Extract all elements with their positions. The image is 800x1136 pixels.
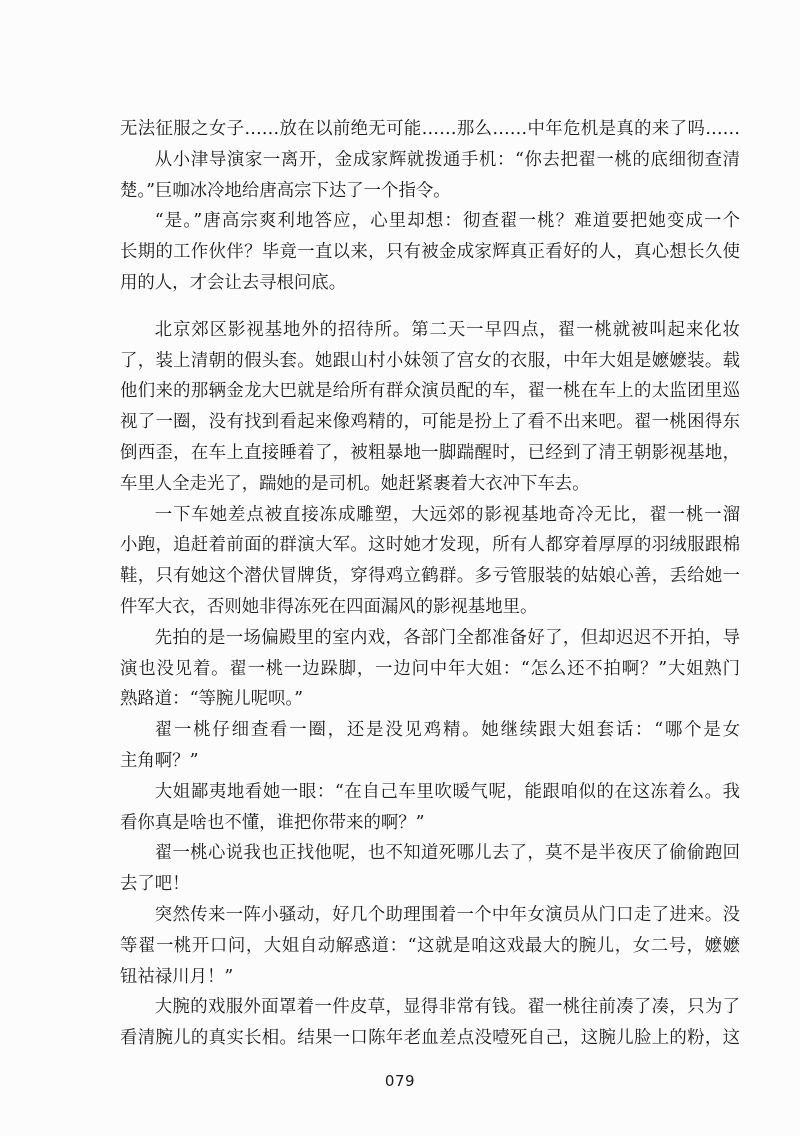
text-line: 倒西歪，在车上直接睡着了，被粗暴地一脚踹醒时，已经到了清王朝影视基地，: [120, 442, 740, 463]
text-line: 鞋，只有她这个潜伏冒牌货，穿得鸡立鹤群。多亏管服装的姑娘心善，丢给她一: [120, 566, 740, 587]
text-line: 演也没见着。翟一桃一边跺脚，一边问中年大姐：“怎么还不拍啊？”大姐熟门: [120, 658, 740, 679]
paragraph: [120, 777, 740, 839]
text-line: 从小津导演家一离开，金成家辉就拨通手机：“你去把翟一桃的底细彻查清: [154, 149, 740, 170]
paragraph: [120, 715, 740, 777]
paragraph: [120, 838, 740, 900]
text-line: 长期的工作伙伴？毕竟一直以来，只有被金成家辉真正看好的人，真心想长久使: [120, 242, 740, 263]
text-line: 主角啊？”: [120, 750, 199, 771]
text-line: “是。”唐高宗爽利地答应，心里却想：彻查翟一桃？难道要把她变成一个: [154, 211, 740, 232]
section-break: [120, 299, 740, 315]
paragraph: [120, 206, 740, 298]
paragraph: [120, 114, 740, 145]
text-line: 大腕的戏服外面罩着一件皮草，显得非常有钱。翟一桃往前凑了凑，只为了: [154, 997, 740, 1018]
text-line: 先拍的是一场偏殿里的室内戏，各部门全都准备好了，但却迟迟不开拍，导: [154, 627, 740, 648]
text-line: 用的人，才会让去寻根问底。: [120, 272, 347, 293]
text-line: 钮祜禄川月！”: [120, 966, 234, 987]
text-line: 了，装上清朝的假头套。她跟山村小妹领了宫女的衣服，中年大姐是嬷嬷装。载: [120, 350, 740, 371]
text-line: 小跑，追赶着前面的群演大军。这时她才发现，所有人都穿着厚厚的羽绒服跟棉: [120, 535, 740, 556]
text-line: 看清腕儿的真实长相。结果一口陈年老血差点没噎死自己，这腕儿脸上的粉，这: [120, 1028, 740, 1049]
text-line: 等翟一桃开口问，大姐自动解惑道：“这就是咱这戏最大的腕儿，女二号，嬷嬷: [120, 935, 740, 956]
text-line: 突然传来一阵小骚动，好几个助理围着一个中年女演员从门口走了进来。没: [154, 904, 740, 925]
paragraph: [120, 623, 740, 715]
text-line: 视了一圈，没有找到看起来像鸡精的，可能是扮上了看不出来吧。翟一桃困得东: [120, 412, 740, 433]
paragraph: [120, 900, 740, 992]
text-line: 大姐鄙夷地看她一眼：“在自己车里吹暖气呢，能跟咱似的在这冻着么。我: [154, 781, 740, 802]
paragraph: [120, 145, 740, 207]
paragraph: [120, 500, 740, 623]
paragraph: [120, 315, 740, 500]
page-body: [120, 114, 740, 1054]
text-line: 翟一桃仔细查看一圈，还是没见鸡精。她继续跟大姐套话：“哪个是女: [154, 720, 740, 741]
text-line: 车里人全走光了，踹她的是司机。她赶紧裹着大衣冲下车去。: [120, 473, 590, 494]
text-line: 一下车她差点被直接冻成雕塑，大远郊的影视基地奇冷无比，翟一桃一溜: [154, 504, 740, 525]
text-line: 翟一桃心说我也正找他呢，也不知道死哪儿去了，莫不是半夜厌了偷偷跑回: [154, 843, 740, 864]
text-line: 北京郊区影视基地外的招待所。第二天一早四点，翟一桃就被叫起来化妆: [154, 319, 740, 340]
text-line: 熟路道：“等腕儿呢呗。”: [120, 689, 303, 710]
text-line: 去了吧！: [120, 874, 190, 895]
text-line: 楚。”巨咖冰冷地给唐高宗下达了一个指令。: [120, 180, 451, 201]
page-number: 079: [384, 1072, 416, 1090]
paragraph: [120, 992, 740, 1054]
text-line: 他们来的那辆金龙大巴就是给所有群众演员配的车，翟一桃在车上的太监团里巡: [120, 381, 740, 402]
text-line: 件军大衣，否则她非得冻死在四面漏风的影视基地里。: [120, 596, 538, 617]
text-line: 无法征服之女子……放在以前绝无可能……那么……中年危机是真的来了吗……: [120, 119, 740, 139]
text-line: 看你真是啥也不懂，谁把你带来的啊？”: [120, 812, 425, 833]
